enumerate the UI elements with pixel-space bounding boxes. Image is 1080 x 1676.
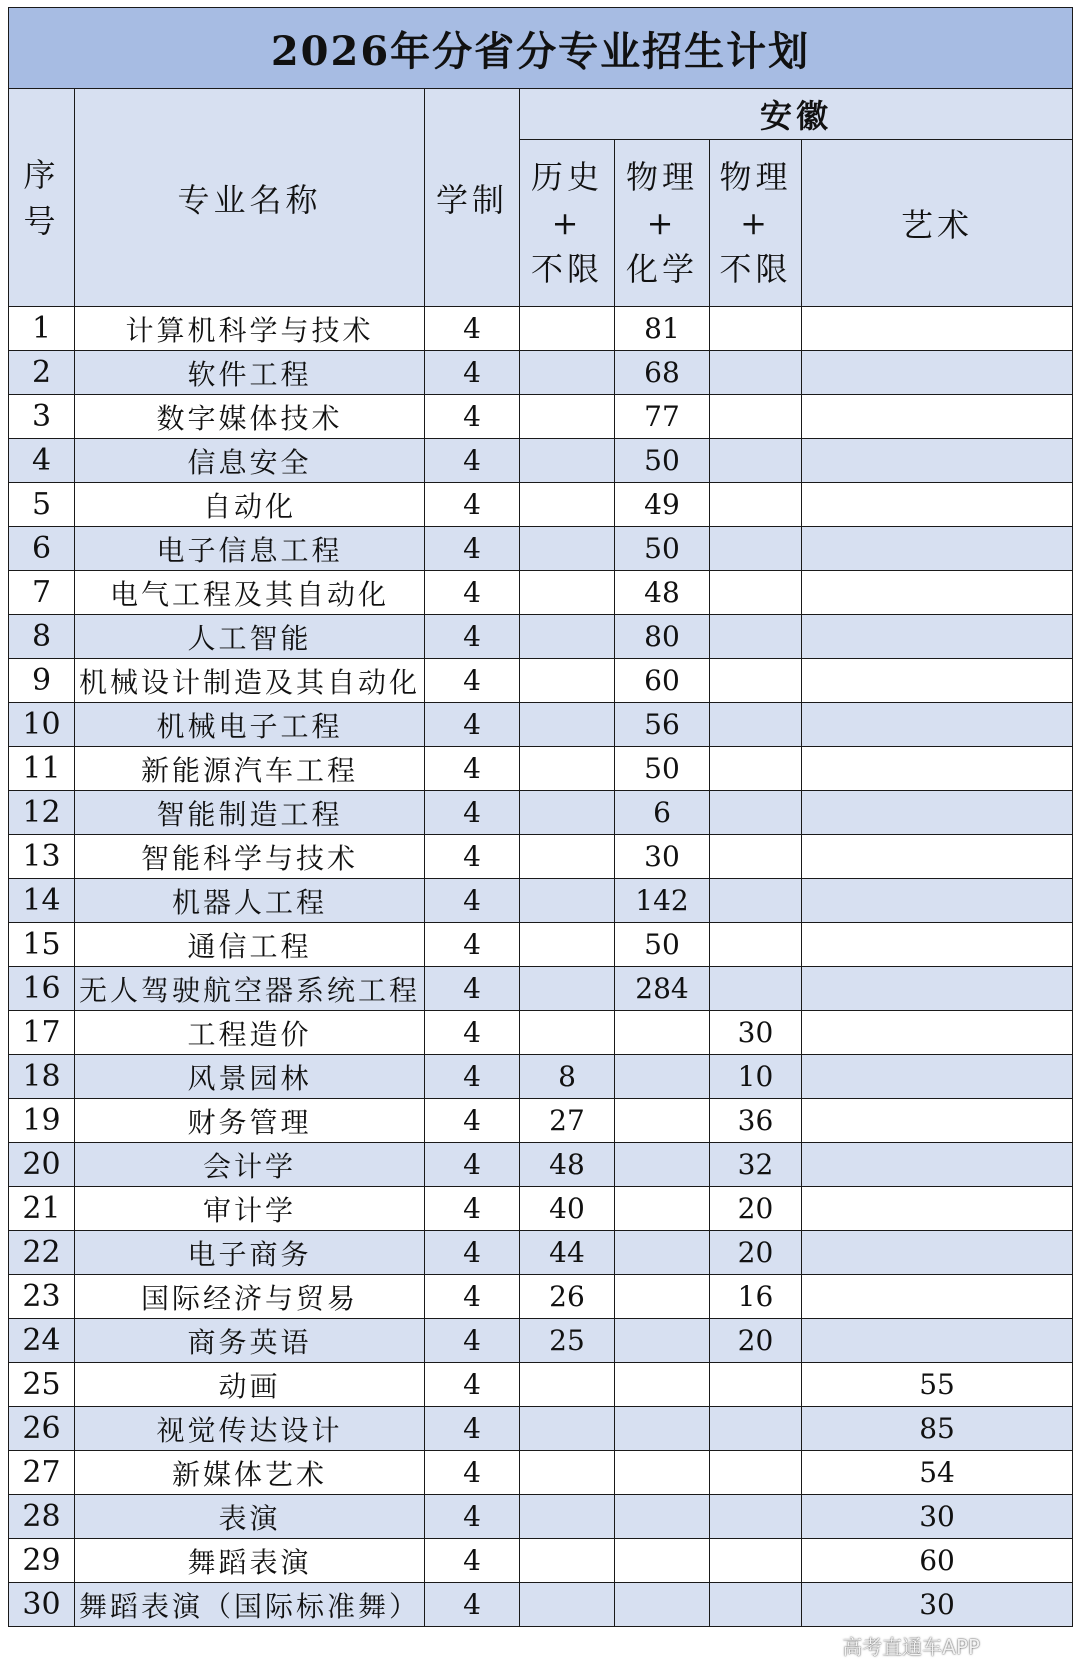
table-row (9, 1319, 1073, 1363)
cell-physics-any (710, 659, 802, 703)
cell-duration: 4 (425, 923, 520, 967)
cell-physics-any (710, 1407, 802, 1451)
header-duration: 学制 (425, 89, 520, 307)
cell-physics-chemistry (615, 1275, 710, 1319)
header-subject-line: + (551, 204, 583, 242)
cell-physics-chemistry (615, 1407, 710, 1451)
cell-index: 22 (9, 1231, 75, 1275)
cell-physics-any (710, 395, 802, 439)
cell-physics-chemistry (615, 1187, 710, 1231)
cell-physics-any (710, 747, 802, 791)
cell-history-any (520, 1451, 615, 1495)
cell-physics-chemistry: 50 (615, 923, 710, 967)
table-row (9, 923, 1073, 967)
cell-history-any: 26 (520, 1275, 615, 1319)
cell-duration: 4 (425, 967, 520, 1011)
cell-art (802, 483, 1073, 527)
cell-physics-chemistry (615, 1231, 710, 1275)
cell-art (802, 351, 1073, 395)
cell-major: 机器人工程 (75, 879, 425, 923)
header-subject-line: 不限 (719, 250, 792, 288)
cell-physics-any: 20 (710, 1319, 802, 1363)
cell-physics-chemistry: 6 (615, 791, 710, 835)
cell-index: 19 (9, 1099, 75, 1143)
cell-physics-chemistry (615, 1319, 710, 1363)
cell-duration: 4 (425, 1099, 520, 1143)
cell-art: 85 (802, 1407, 1073, 1451)
cell-index: 8 (9, 615, 75, 659)
table-row (9, 615, 1073, 659)
cell-major: 财务管理 (75, 1099, 425, 1143)
cell-physics-any (710, 703, 802, 747)
table-row (9, 351, 1073, 395)
table-row (9, 1231, 1073, 1275)
cell-duration: 4 (425, 1363, 520, 1407)
cell-major: 舞蹈表演（国际标准舞） (75, 1583, 425, 1627)
cell-history-any (520, 1495, 615, 1539)
cell-art: 60 (802, 1539, 1073, 1583)
table-row (9, 1011, 1073, 1055)
header-subject-line: 历史 (530, 158, 603, 196)
cell-index: 28 (9, 1495, 75, 1539)
cell-duration: 4 (425, 1055, 520, 1099)
header-region: 安徽 (520, 89, 1073, 140)
cell-major: 计算机科学与技术 (75, 307, 425, 351)
cell-index: 10 (9, 703, 75, 747)
cell-physics-any: 20 (710, 1187, 802, 1231)
cell-index: 3 (9, 395, 75, 439)
cell-duration: 4 (425, 351, 520, 395)
cell-physics-chemistry: 77 (615, 395, 710, 439)
cell-physics-any (710, 1451, 802, 1495)
cell-art (802, 615, 1073, 659)
table-row (9, 1495, 1073, 1539)
cell-art (802, 439, 1073, 483)
header-subject-line: 物理 (719, 158, 792, 196)
cell-index: 26 (9, 1407, 75, 1451)
cell-physics-chemistry: 30 (615, 835, 710, 879)
cell-history-any: 25 (520, 1319, 615, 1363)
table-row (9, 1451, 1073, 1495)
cell-physics-any (710, 1583, 802, 1627)
cell-physics-chemistry (615, 1495, 710, 1539)
cell-art (802, 395, 1073, 439)
cell-index: 27 (9, 1451, 75, 1495)
header-index (9, 89, 75, 307)
cell-art (802, 791, 1073, 835)
cell-physics-any: 36 (710, 1099, 802, 1143)
cell-art: 30 (802, 1495, 1073, 1539)
cell-duration: 4 (425, 571, 520, 615)
cell-physics-chemistry: 142 (615, 879, 710, 923)
cell-history-any (520, 307, 615, 351)
cell-history-any (520, 1011, 615, 1055)
cell-duration: 4 (425, 1539, 520, 1583)
cell-history-any (520, 747, 615, 791)
header-subject-line: 化学 (625, 250, 698, 288)
table-row (9, 483, 1073, 527)
cell-major: 机械电子工程 (75, 703, 425, 747)
table-row (9, 879, 1073, 923)
table-row (9, 307, 1073, 351)
cell-major: 自动化 (75, 483, 425, 527)
cell-major: 工程造价 (75, 1011, 425, 1055)
cell-major: 新媒体艺术 (75, 1451, 425, 1495)
cell-duration: 4 (425, 791, 520, 835)
cell-physics-any (710, 307, 802, 351)
cell-duration: 4 (425, 1319, 520, 1363)
cell-history-any (520, 835, 615, 879)
cell-art (802, 527, 1073, 571)
cell-art (802, 1055, 1073, 1099)
cell-physics-any (710, 615, 802, 659)
table-row (9, 1143, 1073, 1187)
header-major: 专业名称 (75, 89, 425, 307)
table-row (9, 1583, 1073, 1627)
cell-duration: 4 (425, 395, 520, 439)
cell-history-any (520, 615, 615, 659)
cell-index: 30 (9, 1583, 75, 1627)
cell-index: 13 (9, 835, 75, 879)
table-row (9, 1407, 1073, 1451)
cell-index: 18 (9, 1055, 75, 1099)
cell-major: 电子商务 (75, 1231, 425, 1275)
cell-history-any: 8 (520, 1055, 615, 1099)
cell-index: 23 (9, 1275, 75, 1319)
cell-art (802, 659, 1073, 703)
cell-physics-chemistry (615, 1099, 710, 1143)
cell-history-any (520, 439, 615, 483)
cell-duration: 4 (425, 1583, 520, 1627)
cell-history-any (520, 351, 615, 395)
cell-index: 5 (9, 483, 75, 527)
cell-physics-any (710, 527, 802, 571)
cell-major: 电气工程及其自动化 (75, 571, 425, 615)
cell-physics-any (710, 879, 802, 923)
cell-physics-chemistry: 284 (615, 967, 710, 1011)
cell-physics-any (710, 439, 802, 483)
cell-major: 电子信息工程 (75, 527, 425, 571)
cell-duration: 4 (425, 747, 520, 791)
cell-physics-chemistry: 50 (615, 747, 710, 791)
table-row (9, 1187, 1073, 1231)
cell-major: 审计学 (75, 1187, 425, 1231)
table-row (9, 703, 1073, 747)
header-index-line-2: 号 (23, 201, 60, 240)
cell-art (802, 1143, 1073, 1187)
table-row (9, 747, 1073, 791)
cell-index: 9 (9, 659, 75, 703)
cell-physics-any (710, 967, 802, 1011)
cell-physics-chemistry (615, 1539, 710, 1583)
cell-major: 机械设计制造及其自动化 (75, 659, 425, 703)
cell-physics-any: 20 (710, 1231, 802, 1275)
cell-physics-chemistry (615, 1583, 710, 1627)
cell-major: 无人驾驶航空器系统工程 (75, 967, 425, 1011)
cell-index: 14 (9, 879, 75, 923)
cell-major: 数字媒体技术 (75, 395, 425, 439)
cell-history-any (520, 483, 615, 527)
cell-major: 通信工程 (75, 923, 425, 967)
cell-duration: 4 (425, 1495, 520, 1539)
cell-duration: 4 (425, 1451, 520, 1495)
cell-art (802, 923, 1073, 967)
cell-physics-any: 10 (710, 1055, 802, 1099)
cell-art: 30 (802, 1583, 1073, 1627)
cell-art (802, 1099, 1073, 1143)
cell-art (802, 703, 1073, 747)
header-subject-physics-any (710, 140, 802, 307)
table-title: 2026年分省分专业招生计划 (9, 8, 1073, 89)
cell-index: 16 (9, 967, 75, 1011)
cell-major: 视觉传达设计 (75, 1407, 425, 1451)
cell-art (802, 307, 1073, 351)
cell-physics-any (710, 923, 802, 967)
cell-index: 2 (9, 351, 75, 395)
cell-physics-chemistry: 50 (615, 439, 710, 483)
table-row (9, 1055, 1073, 1099)
cell-duration: 4 (425, 1407, 520, 1451)
cell-index: 24 (9, 1319, 75, 1363)
cell-index: 6 (9, 527, 75, 571)
cell-physics-any: 16 (710, 1275, 802, 1319)
cell-major: 信息安全 (75, 439, 425, 483)
cell-history-any (520, 571, 615, 615)
cell-physics-any (710, 835, 802, 879)
header-subject-line: 物理 (625, 158, 698, 196)
table-row (9, 439, 1073, 483)
cell-duration: 4 (425, 703, 520, 747)
cell-physics-chemistry: 81 (615, 307, 710, 351)
cell-physics-any (710, 1495, 802, 1539)
cell-index: 1 (9, 307, 75, 351)
cell-physics-chemistry: 68 (615, 351, 710, 395)
cell-history-any: 48 (520, 1143, 615, 1187)
cell-major: 人工智能 (75, 615, 425, 659)
table-row (9, 1275, 1073, 1319)
cell-art (802, 835, 1073, 879)
cell-index: 29 (9, 1539, 75, 1583)
table-row (9, 1363, 1073, 1407)
header-subject-line: + (646, 204, 678, 242)
cell-major: 智能制造工程 (75, 791, 425, 835)
cell-duration: 4 (425, 483, 520, 527)
table-row (9, 1099, 1073, 1143)
cell-art (802, 1275, 1073, 1319)
cell-art: 55 (802, 1363, 1073, 1407)
cell-duration: 4 (425, 1143, 520, 1187)
watermark: 高考直通车APP (842, 1635, 980, 1659)
cell-art (802, 747, 1073, 791)
cell-major: 表演 (75, 1495, 425, 1539)
cell-index: 15 (9, 923, 75, 967)
cell-history-any (520, 527, 615, 571)
cell-art (802, 1319, 1073, 1363)
cell-physics-any (710, 571, 802, 615)
table-row (9, 967, 1073, 1011)
cell-art (802, 1231, 1073, 1275)
header-index-line-1: 序 (23, 155, 60, 194)
cell-major: 动画 (75, 1363, 425, 1407)
cell-index: 12 (9, 791, 75, 835)
cell-duration: 4 (425, 1275, 520, 1319)
cell-physics-chemistry (615, 1143, 710, 1187)
cell-duration: 4 (425, 1011, 520, 1055)
cell-index: 4 (9, 439, 75, 483)
cell-major: 风景园林 (75, 1055, 425, 1099)
cell-art (802, 967, 1073, 1011)
table-row (9, 395, 1073, 439)
cell-history-any (520, 791, 615, 835)
header-subject-art: 艺术 (802, 140, 1073, 307)
cell-history-any (520, 659, 615, 703)
cell-major: 舞蹈表演 (75, 1539, 425, 1583)
enrollment-plan-sheet (8, 7, 1072, 1627)
table-body (9, 307, 1073, 1627)
cell-physics-chemistry (615, 1451, 710, 1495)
cell-physics-chemistry: 60 (615, 659, 710, 703)
cell-history-any: 27 (520, 1099, 615, 1143)
cell-duration: 4 (425, 615, 520, 659)
cell-history-any (520, 923, 615, 967)
cell-history-any (520, 1583, 615, 1627)
cell-index: 17 (9, 1011, 75, 1055)
cell-index: 20 (9, 1143, 75, 1187)
cell-major: 软件工程 (75, 351, 425, 395)
table-row (9, 659, 1073, 703)
cell-major: 国际经济与贸易 (75, 1275, 425, 1319)
header-subject-physics-chemistry (615, 140, 710, 307)
cell-physics-chemistry (615, 1055, 710, 1099)
cell-history-any (520, 1407, 615, 1451)
cell-history-any (520, 967, 615, 1011)
cell-duration: 4 (425, 835, 520, 879)
cell-physics-any (710, 483, 802, 527)
table-row (9, 527, 1073, 571)
cell-art (802, 571, 1073, 615)
cell-duration: 4 (425, 527, 520, 571)
cell-history-any (520, 879, 615, 923)
header-subject-history-any (520, 140, 615, 307)
cell-history-any (520, 395, 615, 439)
table-row (9, 1539, 1073, 1583)
cell-duration: 4 (425, 659, 520, 703)
cell-index: 11 (9, 747, 75, 791)
cell-art: 54 (802, 1451, 1073, 1495)
cell-physics-chemistry (615, 1011, 710, 1055)
cell-physics-chemistry: 56 (615, 703, 710, 747)
header-subject-line: + (740, 204, 771, 242)
cell-major: 智能科学与技术 (75, 835, 425, 879)
cell-history-any (520, 1539, 615, 1583)
cell-physics-chemistry: 49 (615, 483, 710, 527)
cell-major: 新能源汽车工程 (75, 747, 425, 791)
cell-duration: 4 (425, 1231, 520, 1275)
cell-index: 7 (9, 571, 75, 615)
enrollment-table (8, 7, 1073, 1627)
cell-physics-chemistry: 50 (615, 527, 710, 571)
cell-index: 21 (9, 1187, 75, 1231)
cell-physics-any (710, 351, 802, 395)
cell-physics-chemistry: 80 (615, 615, 710, 659)
cell-physics-any (710, 1539, 802, 1583)
cell-index: 25 (9, 1363, 75, 1407)
cell-art (802, 1187, 1073, 1231)
cell-physics-any (710, 791, 802, 835)
cell-art (802, 1011, 1073, 1055)
cell-major: 会计学 (75, 1143, 425, 1187)
cell-history-any: 40 (520, 1187, 615, 1231)
table-row (9, 571, 1073, 615)
cell-major: 商务英语 (75, 1319, 425, 1363)
cell-history-any (520, 703, 615, 747)
cell-physics-any: 32 (710, 1143, 802, 1187)
cell-duration: 4 (425, 439, 520, 483)
cell-art (802, 879, 1073, 923)
cell-duration: 4 (425, 1187, 520, 1231)
cell-history-any: 44 (520, 1231, 615, 1275)
cell-physics-chemistry (615, 1363, 710, 1407)
cell-physics-chemistry: 48 (615, 571, 710, 615)
cell-duration: 4 (425, 307, 520, 351)
header-subject-line: 不限 (530, 250, 603, 288)
table-row (9, 835, 1073, 879)
cell-history-any (520, 1363, 615, 1407)
cell-duration: 4 (425, 879, 520, 923)
table-row (9, 791, 1073, 835)
cell-physics-any (710, 1363, 802, 1407)
cell-physics-any: 30 (710, 1011, 802, 1055)
